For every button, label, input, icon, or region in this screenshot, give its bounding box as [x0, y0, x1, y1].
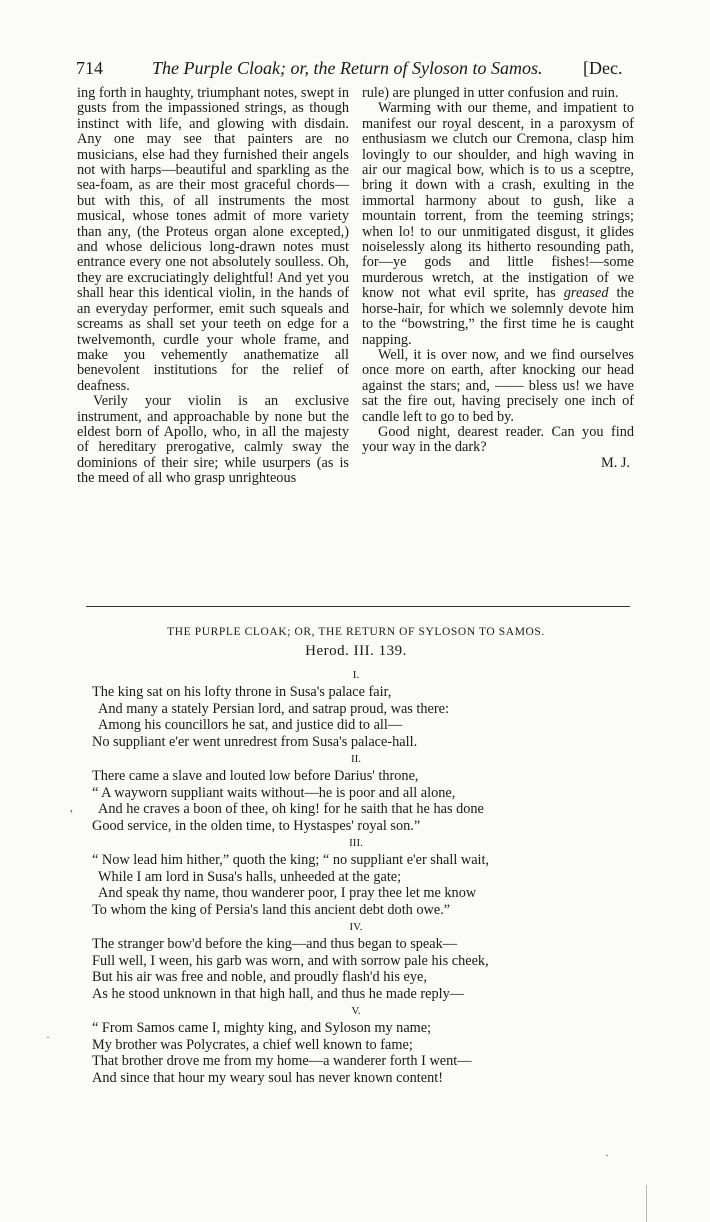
poem-line: Among his councillors he sat, and justice did to all— — [98, 717, 403, 734]
right-paragraph-4: Good night, dearest reader. Can you find your way in the dark? — [362, 423, 634, 456]
running-title: The Purple Cloak; or, the Return of Syloson to Samos. — [152, 58, 543, 78]
section-divider — [86, 606, 630, 607]
poem-line: To whom the king of Persia's land this ancient debt doth owe.” — [92, 901, 451, 918]
stanza-number: IV. — [349, 921, 363, 933]
poem-line: That brother drove me from my home—a wanderer forth I went— — [92, 1053, 472, 1070]
page-number: 714 — [76, 58, 103, 78]
poem-line: The king sat on his lofty throne in Susa's palace fair, — [92, 684, 392, 700]
running-header — [76, 58, 636, 82]
left-paragraph-1: ing forth in haughty, triumphant notes, swept in gusts from the impassioned strings, as though instinct with life, and glowing with disdain. Any one may see that painters are no musicians, else had they furnished their angels not with harps—beautiful and sparkling as the sea-foam, as are their most graceful chords—but with this, of all instruments the most musical, whose tones admit of more variety than any, (the Proteus organ alone excepted,) and whose delicious long-drawn notes must entrance every one not absolutely soulless. Oh, they are excruciatingly delightful! And yet you shall hear this identical violin, in the hands of an everyday performer, emit such squeals and screams as shall set your teeth on edge for a twelvemonth, curdle your whole frame, and make you vehemently anathematize all benevolent institutions for the relief of deafness. — [77, 85, 349, 394]
right-paragraph-2 — [362, 101, 634, 348]
stray-mark: , — [70, 800, 73, 814]
poem-line: Good service, in the olden time, to Hystaspes' royal son.” — [92, 817, 421, 834]
stanza-number: I. — [352, 669, 360, 681]
left-column — [77, 86, 349, 487]
poem-line: While I am lord in Susa's halls, unheeded at the gate; — [98, 868, 402, 885]
left-paragraph-2: Verily your violin is an exclusive instrument, and approachable by none but the eldest born of Apollo, who, in all the majesty of hereditary prerogative, calmly sway the dominions of their sire; while usurpers (as is the meed of all who grasp unrighteous — [77, 393, 349, 487]
page-edge-line — [646, 1185, 647, 1222]
right-paragraph-2-text: Warming with our theme, and impatient to manifest our royal descent, in a paroxysm of enthusiasm we clutch our Cremona, clasp him lovingly to our shoulder, and high waving in air our magical bow, which is to us a sceptre, bring it down with a crash, exulting in the immortal harmony about to gush, like a mountain torrent, from the teeming strings; when lo! to our unmitigated disgust, it glides noiselessly along its hitherto resounding path, for—ye gods and little fishes!—some murderous wretch, at the instigation of we know not what evil sprite, has — [362, 100, 634, 302]
poem-line: No suppliant e'er went unredrest from Susa's palace-hall. — [92, 733, 418, 750]
stanza-1 — [92, 668, 632, 750]
right-column — [362, 86, 634, 471]
stanza-2 — [92, 752, 632, 834]
poem-line: My brother was Polycrates, a chief well known to fame; — [92, 1036, 413, 1053]
poem-subtitle: Herod. III. 139. — [305, 643, 407, 659]
stanza-5 — [92, 1004, 632, 1086]
right-paragraph-1: rule) are plunged in utter confusion and ruin. — [362, 85, 619, 101]
poem-line: As he stood unknown in that high hall, and thus he made reply— — [92, 985, 465, 1002]
poem-line: “ From Samos came I, mighty king, and Syloson my name; — [92, 1020, 432, 1036]
right-paragraph-3: Well, it is over now, and we find ourselves once more on earth, after knocking our head against the stars; and, —— bless us! we have sat the fire out, having precisely one inch of candle left to go to bed by. — [362, 346, 634, 425]
stanza-3 — [92, 836, 632, 918]
poem-line: And he craves a boon of thee, oh king! for he saith that he has done — [98, 801, 484, 818]
poem-line: There came a slave and louted low before Darius' throne, — [92, 768, 419, 784]
stanza-number: II. — [350, 753, 362, 765]
right-paragraph-2-tail: the horse-hair, for which we solemnly devote him to the “bowstring,” the first time he is caught napping. — [362, 285, 634, 348]
stanza-number: III. — [349, 837, 363, 849]
poem-line: “ Now lead him hither,” quoth the king; “ no suppliant e'er shall wait, — [92, 852, 490, 868]
author-signature: M. J. — [601, 454, 630, 471]
poem-line: And speak thy name, thou wanderer poor, I pray thee let me know — [98, 885, 477, 902]
stray-mark: ˋ — [605, 1152, 609, 1166]
poem-title: THE PURPLE CLOAK; OR, THE RETURN OF SYLOSON TO SAMOS. — [167, 626, 545, 638]
poem-line: And since that hour my weary soul has never known content! — [92, 1069, 443, 1086]
poem-line: The stranger bow'd before the king—and thus began to speak— — [92, 936, 458, 952]
poem-line: Full well, I ween, his garb was worn, and with sorrow pale his cheek, — [92, 952, 489, 969]
poem-line: But his air was free and noble, and proudly flash'd his eye, — [92, 969, 427, 986]
poem-line: And many a stately Persian lord, and satrap proud, was there: — [98, 700, 449, 717]
stanza-number: V. — [351, 1005, 361, 1017]
greased-word: greased — [563, 285, 609, 302]
stanza-4 — [92, 920, 632, 1002]
poem-line: “ A wayworn suppliant waits without—he is poor and all alone, — [92, 784, 456, 801]
running-month: [Dec. — [583, 58, 623, 78]
stray-dot: · — [46, 1030, 50, 1044]
